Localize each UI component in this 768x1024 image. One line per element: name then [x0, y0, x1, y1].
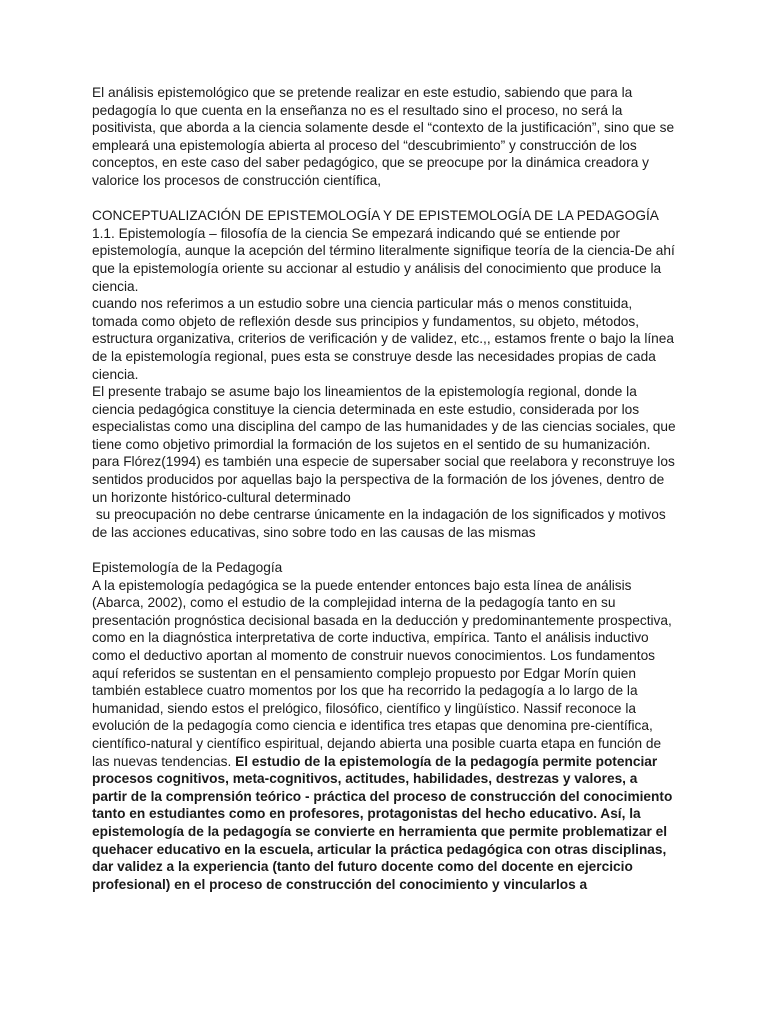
section1-paragraph-1: CONCEPTUALIZACIÓN DE EPISTEMOLOGÍA Y DE EPISTEMOLOGÍA DE LA PEDAGOGÍA 1.1. Epistemología – filosofía de la ciencia Se empezará indicando qué se entiende por epistemología, aunque la acepción del término literalmente signifique teoría de la ciencia-De ahí que la epistemología oriente su accionar al estudio y análisis del conocimiento que produce la ciencia. [92, 208, 675, 294]
paragraph-gap [92, 190, 676, 208]
section1-paragraph-3: El presente trabajo se asume bajo los lineamientos de la epistemología regional, donde la ciencia pedagógica constituye la ciencia determinada en este estudio, considerada por los especialistas como una disciplina del campo de las humanidades y de las ciencias sociales, que tiene como objetivo primordial la formación de los sujetos en el sentido de su humanización. para Flórez(1994) es también una especie de supersaber social que reelabora y reconstruye los sentidos producidos por aquellas bajo la perspectiva de la formación de los jóvenes, dentro de un horizonte histórico-cultural determinado [92, 384, 676, 505]
document-page [92, 84, 676, 893]
section2-body [92, 577, 676, 894]
section-epistemologia-pedagogia [92, 559, 676, 893]
intro-paragraph: El análisis epistemológico que se pretende realizar en este estudio, sabiendo que para la pedagogía lo que cuenta en la enseñanza no es el resultado sino el proceso, no será la positivista, que aborda a la ciencia solamente desde el “contexto de la justificación”, sino que se empleará una epistemología abierta al proceso del “descubrimiento” y construcción de los conceptos, en este caso del saber pedagógico, que se preocupe por la dinámica creadora y valorice los procesos de construcción científica, [92, 85, 675, 188]
section-conceptualizacion [92, 207, 676, 541]
section2-body-bold: El estudio de la epistemología de la pedagogía permite potenciar procesos cognitivos, meta-cognitivos, actitudes, habilidades, destrezas y valores, a partir de la comprensión teórico - práctica del proceso de construcción del conocimiento tanto en estudiantes como en profesores, protagonistas del hecho educativo. Así, la epistemología de la pedagogía se convierte en herramienta que permite problematizar el quehacer educativo en la escuela, articular la práctica pedagógica con otras disciplinas, dar validez a la experiencia (tanto del futuro docente como del docente en ejercicio profesional) en el proceso de construcción del conocimiento y vincularlos a [92, 753, 673, 892]
section1-paragraph-2: cuando nos referimos a un estudio sobre una ciencia particular más o menos constituida, tomada como objeto de reflexión desde sus principios y fundamentos, su objeto, métodos, estructura organizativa, criterios de verificación y de validez, etc.,, estamos frente o bajo la línea de la epistemología regional, pues esta se construye desde las necesidades propias de cada ciencia. [92, 296, 675, 382]
section1-paragraph-4: su preocupación no debe centrarse únicamente en la indagación de los significados y motivos de las acciones educativas, sino sobre todo en las causas de las mismas [92, 507, 670, 540]
paragraph-gap [92, 541, 676, 559]
section2-heading: Epistemología de la Pedagogía [92, 560, 283, 576]
section2-body-regular: A la epistemología pedagógica se la puede entender entonces bajo esta línea de análisis (Abarca, 2002), como el estudio de la complejidad interna de la pedagogía tanto en su presentación prognóstica decisional basada en la deducción y predominantemente prospectiva, como en la diagnóstica interpretativa de corte inductiva, empírica. Tanto el análisis inductivo como el deductivo aportan al momento de construir nuevos conocimientos. Los fundamentos aquí referidos se sustentan en el pensamiento complejo propuesto por Edgar Morín quien también establece cuatro momentos por los que ha recorrido la pedagogía a lo largo de la humanidad, siendo estos el prelógico, filosófico, científico y lingüístico. Nassif reconoce la evolución de la pedagogía como ciencia e identifica tres etapas que denomina pre-científica, científico-natural y científico espiritual, dejando abierta una posible cuarta etapa en función de las nuevas tendencias. [92, 577, 672, 769]
